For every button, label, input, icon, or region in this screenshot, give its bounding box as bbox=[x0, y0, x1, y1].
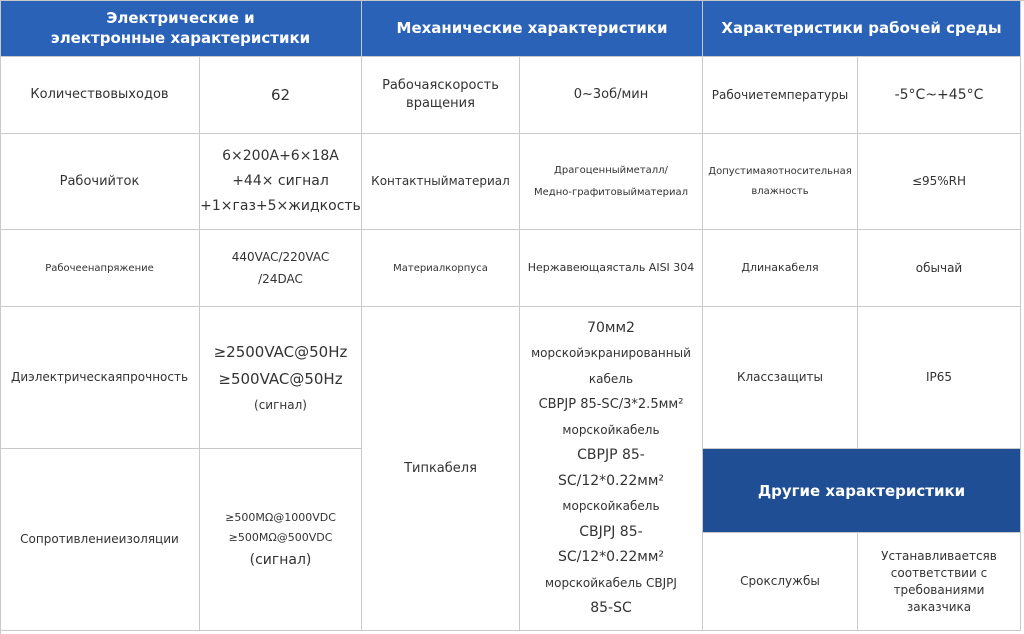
insulation-value: ≥500MΩ@1000VDC ≥500MΩ@500VDC (сигнал) bbox=[200, 449, 362, 631]
insulation-label: Сопротивлениеизоляции bbox=[0, 449, 200, 631]
dielectric-value: ≥2500VAC@50Hz ≥500VAC@50Hz (сигнал) bbox=[200, 307, 362, 449]
contact-label: Контактныйматериал bbox=[362, 134, 520, 230]
header-mechanical: Механические характеристики bbox=[362, 0, 703, 57]
header-electrical: Электрические и электронные характеристики bbox=[0, 0, 362, 57]
housing-label: Материалкорпуса bbox=[362, 230, 520, 307]
service-life-value: Устанавливаетсяв соответствии с требованиями заказчика bbox=[858, 533, 1021, 631]
outputs-value: 62 bbox=[200, 57, 362, 134]
housing-value: Нержавеющаясталь AISI 304 bbox=[520, 230, 703, 307]
cable-length-value: обычай bbox=[858, 230, 1021, 307]
cable-length-label: Длинакабеля bbox=[703, 230, 858, 307]
speed-label: Рабочаяскорость вращения bbox=[362, 57, 520, 134]
current-value: 6×200A+6×18A +44× сигнал +1×газ+5×жидкость bbox=[200, 134, 362, 230]
current-label: Рабочийток bbox=[0, 134, 200, 230]
outputs-label: Количествовыходов bbox=[0, 57, 200, 134]
protection-label: Классзащиты bbox=[703, 307, 858, 449]
voltage-value: 440VAC/220VAC /24DAC bbox=[200, 230, 362, 307]
cable-type-value: 70мм2 морскойэкранированный кабель CBPJP 85-SC/3*2.5мм² морскойкабель CBPJP 85- SC/12*0.22мм² морскойкабель CBJPJ 85- SC/12*0.22мм² морскойкабель CBJPJ 85-SC bbox=[520, 307, 703, 631]
dielectric-label: Диэлектрическаяпрочность bbox=[0, 307, 200, 449]
service-life-label: Срокслужбы bbox=[703, 533, 858, 631]
header-other: Другие характеристики bbox=[703, 449, 1021, 533]
contact-value: Драгоценныйметалл/ Медно-графитовыйматериал bbox=[520, 134, 703, 230]
temperature-label: Рабочиетемпературы bbox=[703, 57, 858, 134]
voltage-label: Рабочеенапряжение bbox=[0, 230, 200, 307]
header-environment: Характеристики рабочей среды bbox=[703, 0, 1021, 57]
protection-value: IP65 bbox=[858, 307, 1021, 449]
speed-value: 0~3об/мин bbox=[520, 57, 703, 134]
humidity-label: Допустимаяотносительная влажность bbox=[703, 134, 858, 230]
cable-type-label: Типкабеля bbox=[362, 307, 520, 631]
humidity-value: ≤95%RH bbox=[858, 134, 1021, 230]
temperature-value: -5°C~+45°C bbox=[858, 57, 1021, 134]
